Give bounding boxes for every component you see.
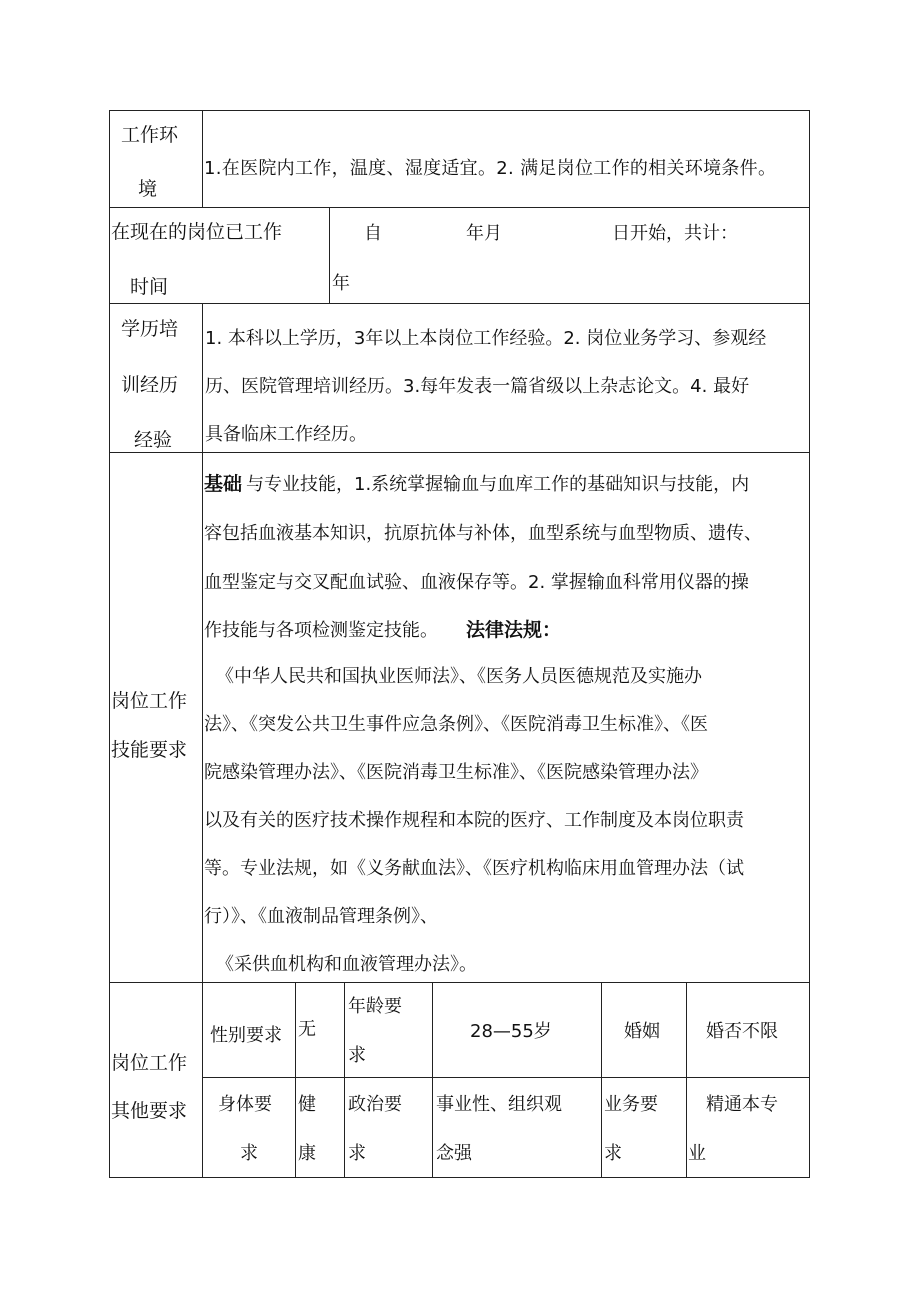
row1-content: 1.在医院内工作，温度、湿度适宜。2. 满足岗位工作的相关环境条件。	[204, 158, 777, 179]
body-value-1: 健	[298, 1094, 316, 1115]
marriage-value: 婚否不限	[706, 1021, 778, 1042]
row1-label-line1: 工作环	[121, 124, 179, 146]
rule	[109, 452, 810, 453]
row4-law-line-4: 以及有关的医疗技术操作规程和本院的医疗、工作制度及本岗位职责	[204, 810, 744, 831]
body-label-1: 身体要	[218, 1094, 272, 1115]
gender-label: 性别要求	[210, 1025, 282, 1046]
age-label-2: 求	[348, 1045, 366, 1066]
row2-label-line2: 时间	[130, 276, 169, 298]
row4-law-line-7: 《采供血机构和血液管理办法》。	[216, 954, 477, 975]
rule	[295, 982, 296, 1178]
row4-line-3: 血型鉴定与交叉配血试验、血液保存等。2. 掌握输血科常用仪器的操	[204, 572, 749, 593]
row4-line-4: 作技能与各项检测鉴定技能。	[204, 620, 438, 641]
row3-line-1: 1. 本科以上学历，3年以上本岗位工作经验。2. 岗位业务学习、参观经	[205, 328, 767, 349]
rule	[202, 1077, 810, 1078]
rule	[344, 982, 345, 1178]
row4-law-line-2: 法》、《突发公共卫生事件应急条例》、《医院消毒卫生标准》、《医	[204, 714, 708, 735]
politics-value-1: 事业性、组织观	[436, 1094, 562, 1115]
business-value-1: 精通本专	[706, 1094, 778, 1115]
row3-label-line3: 经验	[134, 429, 173, 451]
rule	[329, 207, 330, 303]
rule	[202, 110, 203, 207]
gender-value: 无	[298, 1019, 316, 1040]
business-label-2: 求	[604, 1143, 622, 1164]
rule	[809, 110, 810, 1178]
politics-value-2: 念强	[436, 1143, 472, 1164]
row5-label-line2: 其他要求	[111, 1100, 188, 1122]
age-value: 28—55岁	[470, 1021, 552, 1042]
row2-day-total: 日开始，共计：	[612, 223, 738, 244]
rule	[109, 110, 810, 111]
row4-law-line-6: 行）》、《血液制品管理条例》、	[204, 906, 438, 927]
row3-line-2: 历、医院管理培训经历。3.每年发表一篇省级以上杂志论文。4. 最好	[205, 376, 750, 397]
row3-label-line1: 学历培	[121, 318, 179, 340]
row4-line-1: 与专业技能，1.系统掌握输血与血库工作的基础知识与技能，内	[246, 474, 750, 495]
row5-label-line1: 岗位工作	[111, 1052, 188, 1074]
age-label-1: 年龄要	[348, 996, 402, 1017]
body-value-2: 康	[298, 1143, 316, 1164]
rule	[109, 207, 810, 208]
row2-year: 年	[332, 273, 350, 294]
business-value-2: 业	[688, 1143, 706, 1164]
row4-law-line-3: 院感染管理办法》、《医院消毒卫生标准》、《医院感染管理办法》	[204, 762, 708, 783]
business-label-1: 业务要	[604, 1094, 658, 1115]
rule	[109, 110, 110, 1178]
row3-label-line2: 训经历	[121, 374, 179, 396]
rule	[109, 303, 810, 304]
row4-law-line-1: 《中华人民共和国执业医师法》、《医务人员医德规范及实施办	[216, 666, 702, 687]
rule	[601, 982, 602, 1178]
politics-label-2: 求	[348, 1143, 366, 1164]
row4-label-line1: 岗位工作	[111, 690, 188, 712]
row4-line-2: 容包括血液基本知识，抗原抗体与补体，血型系统与血型物质、遗传、	[204, 523, 762, 544]
row2-year-month: 年月	[466, 223, 502, 244]
rule	[109, 982, 810, 983]
rule	[109, 1177, 810, 1178]
row1-label-line2: 境	[138, 178, 158, 200]
row3-line-3: 具备临床工作经历。	[205, 424, 367, 445]
row2-label-line1: 在现在的岗位已工作	[111, 221, 283, 243]
rule	[686, 982, 687, 1178]
row2-from: 自	[364, 223, 382, 244]
row4-basic: 基础	[204, 473, 243, 495]
rule	[202, 303, 203, 1178]
rule	[432, 982, 433, 1178]
marriage-label: 婚姻	[624, 1021, 660, 1042]
row4-law-line-5: 等。专业法规，如《义务献血法》、《医疗机构临床用血管理办法（试	[204, 858, 744, 879]
body-label-2: 求	[240, 1143, 258, 1164]
row4-law-heading: 法律法规：	[466, 619, 562, 641]
row4-label-line2: 技能要求	[111, 739, 188, 761]
politics-label-1: 政治要	[348, 1094, 402, 1115]
